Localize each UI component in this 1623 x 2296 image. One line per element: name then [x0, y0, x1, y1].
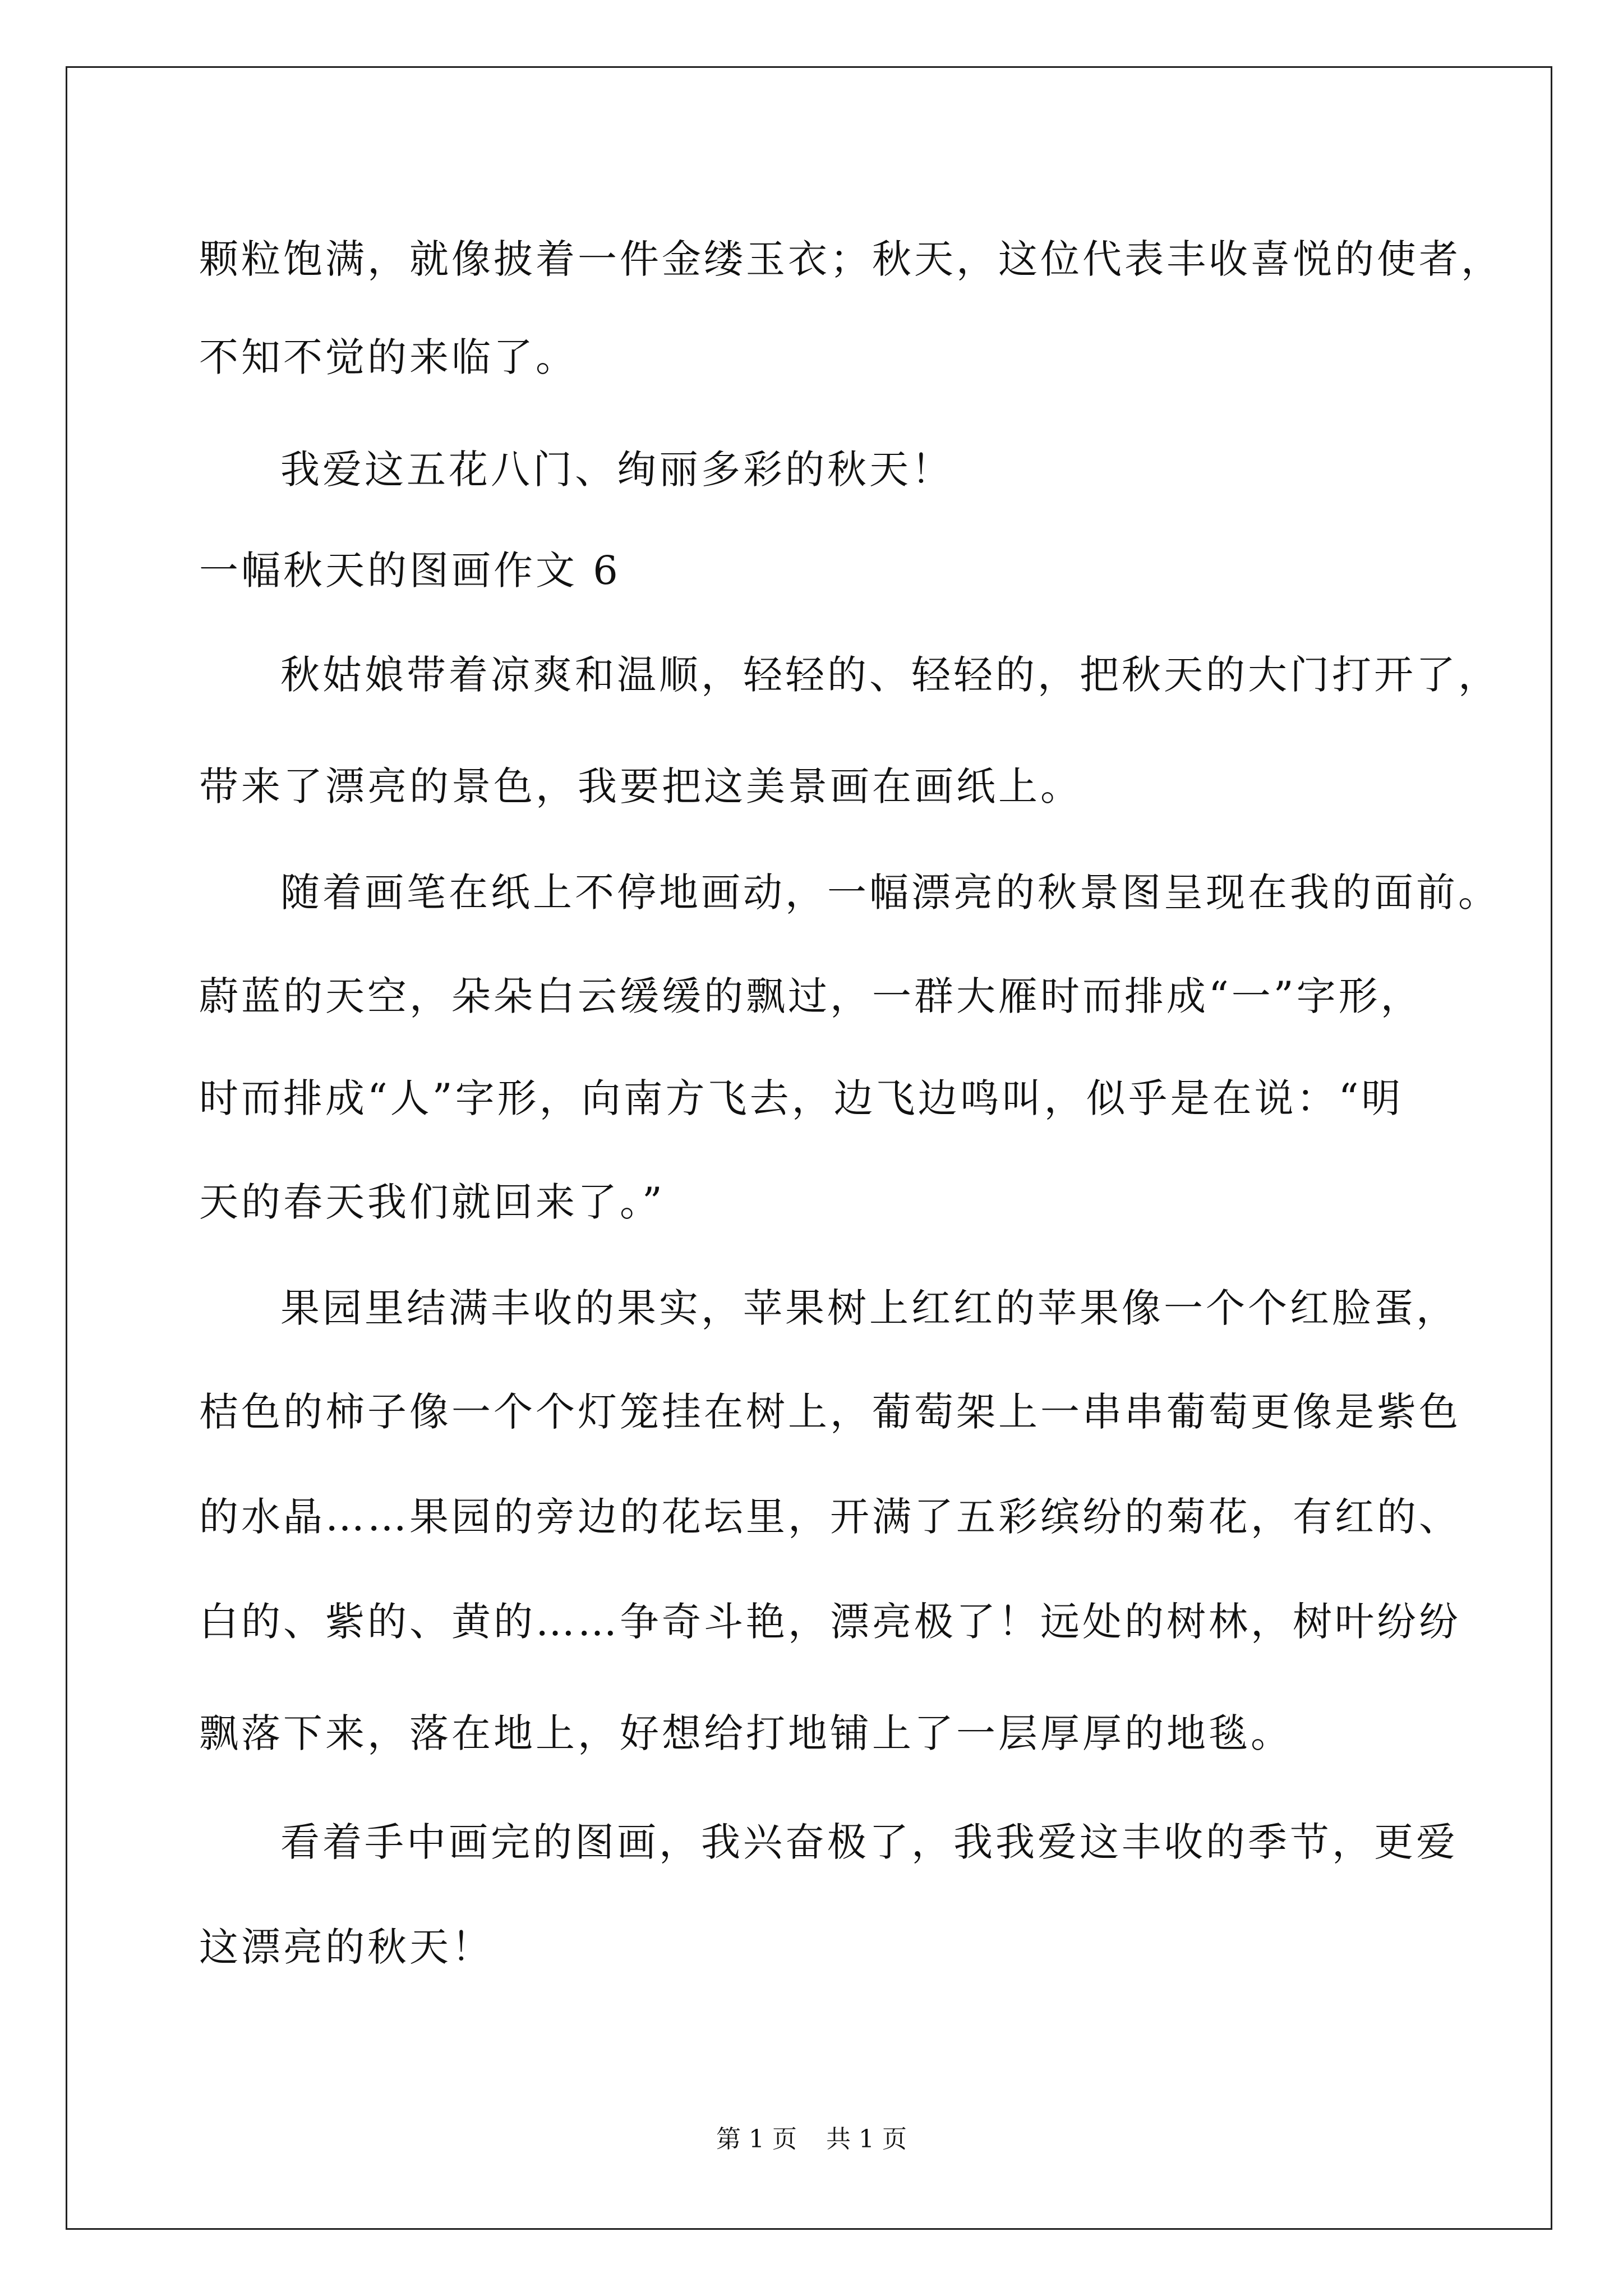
paragraph-5-line-1: 果园里结满丰收的果实，苹果树上红红的苹果像一个个红脸蛋，: [280, 1285, 1458, 1331]
paragraph-3-line-2: 带来了漂亮的景色，我要把这美景画在画纸上。: [199, 763, 1082, 809]
paragraph-4-line-2: 蔚蓝的天空，朵朵白云缓缓的飘过，一群大雁时而排成“一”字形，: [199, 973, 1423, 1019]
paragraph-1-line-2: 不知不觉的来临了。: [199, 334, 578, 380]
footer-total-pages: 共 1 页: [826, 2125, 907, 2154]
paragraph-5-line-2: 桔色的柿子像一个个灯笼挂在树上，葡萄架上一串串葡萄更像是紫色: [199, 1389, 1461, 1435]
essay-heading: 一幅秋天的图画作文 6: [199, 547, 621, 593]
paragraph-6-line-1: 看着手中画完的图画，我兴奋极了，我我爱这丰收的季节，更爱: [280, 1819, 1458, 1865]
paragraph-5-line-5: 飘落下来，落在地上，好想给打地铺上了一层厚厚的地毯。: [199, 1710, 1293, 1756]
paragraph-4-line-1: 随着画笔在纸上不停地画动，一幅漂亮的秋景图呈现在我的面前。: [280, 869, 1500, 915]
paragraph-4-line-4: 天的春天我们就回来了。”: [199, 1179, 665, 1225]
footer-current-page: 第 1 页: [716, 2125, 797, 2154]
page-border: [66, 66, 1552, 2230]
paragraph-3-line-1: 秋姑娘带着凉爽和温顺，轻轻的、轻轻的，把秋天的大门打开了，: [280, 652, 1500, 698]
paragraph-4-line-3: 时而排成“人”字形，向南方飞去，边飞边鸣叫，似乎是在说：“明: [199, 1075, 1404, 1121]
paragraph-6-line-2: 这漂亮的秋天！: [199, 1924, 494, 1970]
paragraph-2-line-1: 我爱这五花八门、绚丽多彩的秋天！: [280, 447, 953, 493]
page-footer: [0, 2123, 1623, 2156]
paragraph-1-line-1: 颗粒饱满，就像披着一件金缕玉衣；秋天，这位代表丰收喜悦的使者，: [199, 236, 1503, 282]
paragraph-5-line-4: 白的、紫的、黄的……争奇斗艳，漂亮极了！远处的树林，树叶纷纷: [199, 1599, 1461, 1645]
paragraph-5-line-3: 的水晶……果园的旁边的花坛里，开满了五彩缤纷的菊花，有红的、: [199, 1494, 1461, 1540]
